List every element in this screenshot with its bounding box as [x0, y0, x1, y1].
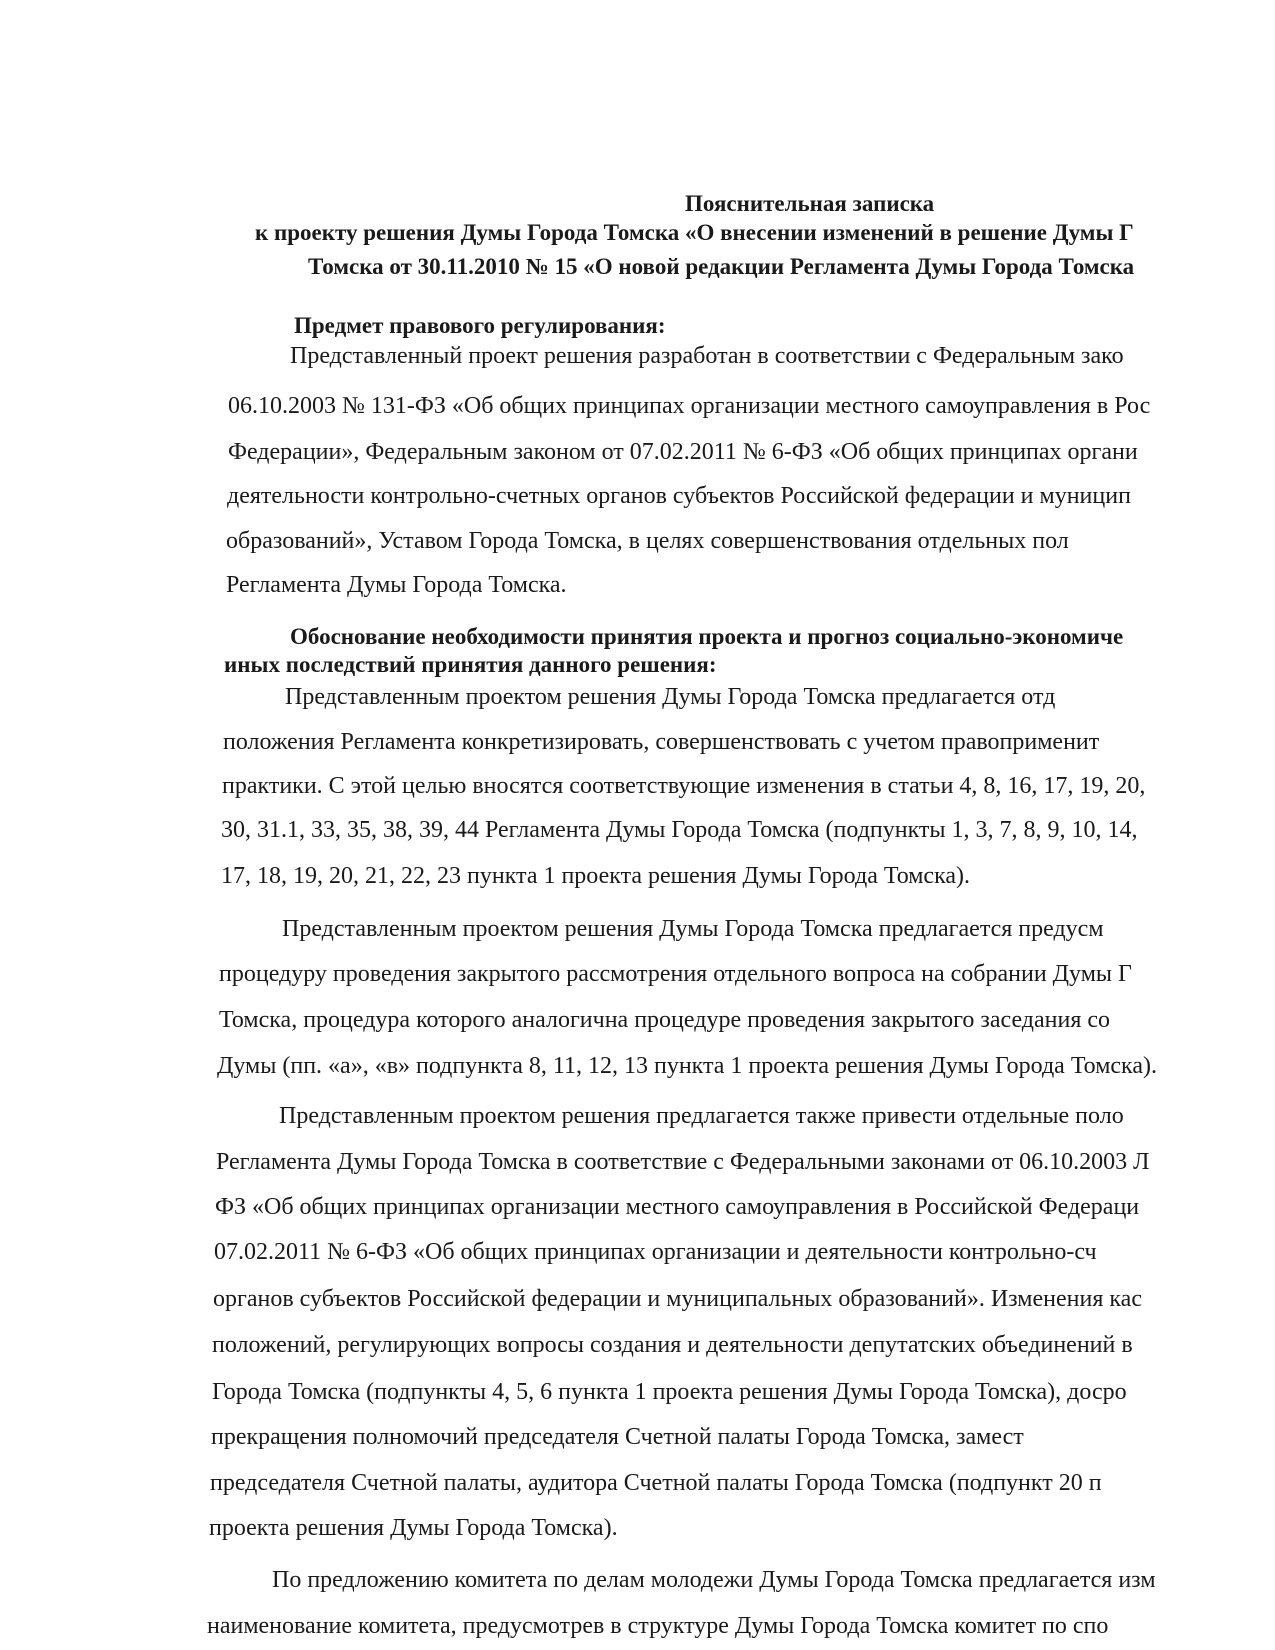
section2-line: прекращения полномочий председателя Счетной палаты Города Томска, замест	[211, 1424, 1024, 1450]
section2-heading-line2: иных последствий принятия данного решения:	[224, 652, 717, 677]
section2-line: ФЗ «Об общих принципах организации местного самоуправления в Российской Федераци	[215, 1194, 1140, 1220]
section2-line: 17, 18, 19, 20, 21, 22, 23 пункта 1 проекта решения Думы Города Томска).	[221, 863, 971, 889]
section2-line: По предложению комитета по делам молодежи Думы Города Томска предлагается изм	[272, 1567, 1156, 1593]
document-subtitle-line1: к проекту решения Думы Города Томска «О внесении изменений в решение Думы Г	[255, 220, 1134, 245]
section2-line: Представленным проектом решения Думы Города Томска предлагается отд	[285, 684, 1056, 710]
section2-line: Думы (пп. «а», «в» подпункта 8, 11, 12, 13 пункта 1 проекта решения Думы Города Томска).	[217, 1053, 1157, 1079]
section1-line: Регламента Думы Города Томска.	[226, 572, 567, 598]
section2-line: наименование комитета, предусмотрев в структуре Думы Города Томска комитет по спо	[207, 1613, 1109, 1639]
section1-line: 06.10.2003 № 131-ФЗ «Об общих принципах организации местного самоуправления в Рос	[228, 393, 1151, 419]
section2-line: 30, 31.1, 33, 35, 38, 39, 44 Регламента Думы Города Томска (подпункты 1, 3, 7, 8, 9, 10, 14,	[221, 817, 1138, 843]
document-title: Пояснительная записка	[685, 191, 935, 216]
section2-line: практики. С этой целью вносятся соответствующие изменения в статьи 4, 8, 16, 17, 19, 20,	[222, 773, 1146, 799]
section1-line: образований», Уставом Города Томска, в целях совершенствования отдельных пол	[226, 528, 1069, 554]
section2-line: органов субъектов Российской федерации и муниципальных образований». Изменения кас	[213, 1286, 1142, 1312]
section2-line: проекта решения Думы Города Томска).	[209, 1515, 618, 1541]
section1-line: Федерации», Федеральным законом от 07.02.2011 № 6-ФЗ «Об общих принципах органи	[228, 439, 1138, 465]
section1-heading: Предмет правового регулирования:	[294, 313, 666, 338]
section2-line: 07.02.2011 № 6-ФЗ «Об общих принципах организации и деятельности контрольно-сч	[214, 1239, 1097, 1265]
document-subtitle-line2: Томска от 30.11.2010 № 15 «О новой редакции Регламента Думы Города Томска	[308, 254, 1135, 279]
section2-line: Города Томска (подпункты 4, 5, 6 пункта 1 проекта решения Думы Города Томска), досро	[212, 1379, 1127, 1405]
section2-line: процедуру проведения закрытого рассмотрения отдельного вопроса на собрании Думы Г	[219, 961, 1132, 987]
section1-line: деятельности контрольно-счетных органов субъектов Российской федерации и муницип	[227, 483, 1131, 509]
section2-line: положения Регламента конкретизировать, совершенствовать с учетом правоприменит	[223, 729, 1100, 755]
section2-line: Томска, процедура которого аналогична процедуре проведения закрытого заседания со	[219, 1007, 1111, 1033]
section2-line: Представленным проектом решения Думы Города Томска предлагается предусм	[282, 916, 1104, 942]
section2-heading-line1: Обоснование необходимости принятия проекта и прогноз социально-экономиче	[290, 624, 1124, 649]
section2-line: председателя Счетной палаты, аудитора Счетной палаты Города Томска (подпункт 20 п	[210, 1470, 1102, 1496]
section1-line: Представленный проект решения разработан в соответствии с Федеральным зако	[290, 343, 1124, 369]
section2-line: Представленным проектом решения предлагается также привести отдельные поло	[279, 1103, 1124, 1129]
section2-line: Регламента Думы Города Томска в соответствие с Федеральными законами от 06.10.2003 Л	[216, 1149, 1150, 1175]
section2-line: положений, регулирующих вопросы создания и деятельности депутатских объединений в	[212, 1332, 1133, 1358]
